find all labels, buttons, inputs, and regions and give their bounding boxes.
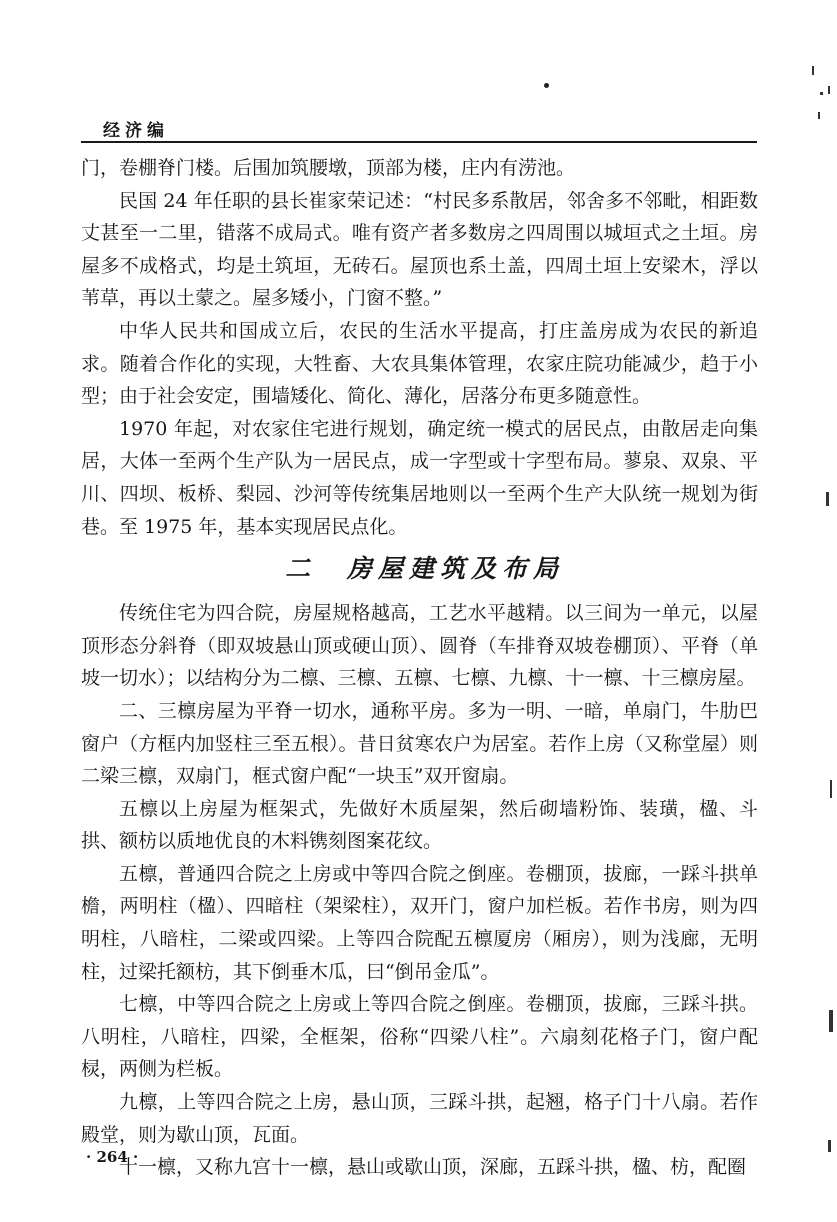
scan-speck	[830, 780, 832, 798]
paragraph: 传统住宅为四合院，房屋规格越高，工艺水平越精。以三间为一单元，以屋顶形态分斜脊（即双坡悬山顶或硬山顶）、圆脊（车排脊双坡卷棚顶）、平脊（单坡一切水）；以结构分为二檩、三檩、五檩、七檩、九檩、十一檩、十三檩房屋。	[81, 602, 758, 690]
scan-speck	[828, 86, 830, 94]
paragraph: 二、三檩房屋为平脊一切水，通称平房。多为一明、一暗，单扇门，牛肋巴窗户（方框内加竖柱三至五根）。昔日贫寒农户为居室。若作上房（又称堂屋）则二梁三檩，双扇门，框式窗户配“一块玉”双开窗扇。	[81, 699, 758, 788]
scan-speck	[820, 92, 823, 95]
paragraph: 1970 年起，对农家住宅进行规划，确定统一模式的居民点，由散居走向集居，大体一至两个生产队为一居民点，成一字型或十字型布局。蓼泉、双泉、平川、四坝、板桥、梨园、沙河等传统集居地则以一至两个生产大队统一规划为街巷。至 1975 年，基本实现居民点化。	[81, 417, 758, 538]
scan-speck	[828, 1140, 831, 1152]
running-header: 经济编	[103, 121, 169, 141]
paragraph: 五檩以上房屋为框架式，先做好木质屋架，然后砌墙粉饰、装璜，楹、斗拱、额枋以质地优良的木料镌刻图案花纹。	[81, 797, 758, 853]
paragraph: 门，卷棚脊门楼。后围加筑腰墩，顶部为楼，庄内有涝池。	[81, 157, 576, 179]
section-heading: 二 房屋建筑及布局	[284, 554, 564, 584]
paragraph: 十一檩，又称九宫十一檩，悬山或歇山顶，深廊，五踩斗拱，楹、枋，配圈	[119, 1156, 747, 1179]
scan-speck	[826, 492, 829, 506]
scan-speck	[812, 66, 814, 75]
page-body	[81, 152, 758, 1184]
paragraph: 七檩，中等四合院之上房或上等四合院之倒座。卷棚顶，拔廊，三踩斗拱。八明柱，八暗柱，四梁，全框架，俗称“四梁八柱”。六扇刻花格子门，窗户配棂，两侧为栏板。	[81, 993, 758, 1081]
paragraph: 民国 24 年任职的县长崔家荣记述：“村民多系散居，邻舍多不邻毗，相距数丈甚至一二里，错落不成局式。唯有资产者多数房之四周围以城垣式之土垣。房屋多不成格式，均是土筑垣，无砖石。屋顶也系土盖，四周土垣上安梁木，浮以苇草，再以土蒙之。屋多矮小，门窗不整。”	[81, 189, 758, 310]
paragraph: 九檩，上等四合院之上房，悬山顶，三踩斗拱，起翘，格子门十八扇。若作殿堂，则为歇山顶，瓦面。	[81, 1091, 758, 1146]
scan-dot	[544, 83, 549, 88]
scan-speck	[818, 112, 820, 119]
header-rule	[81, 141, 757, 143]
paragraph: 五檩，普通四合院之上房或中等四合院之倒座。卷棚顶，拔廊，一踩斗拱单檐，两明柱（楹）、四暗柱（架梁柱），双开门，窗户加栏板。若作书房，则为四明柱，八暗柱，二梁或四梁。上等四合院配五檩厦房（厢房），则为浅廊，无明柱，过梁托额枋，其下倒垂木瓜，曰“倒吊金瓜”。	[81, 862, 758, 983]
page-number: · 264 ·	[86, 1148, 139, 1166]
scan-speck	[829, 1010, 833, 1032]
paragraph: 中华人民共和国成立后，农民的生活水平提高，打庄盖房成为农民的新追求。随着合作化的实现，大牲畜、大农具集体管理，农家庄院功能减少，趋于小型；由于社会安定，围墙矮化、简化、薄化，居落分布更多随意性。	[81, 319, 758, 408]
